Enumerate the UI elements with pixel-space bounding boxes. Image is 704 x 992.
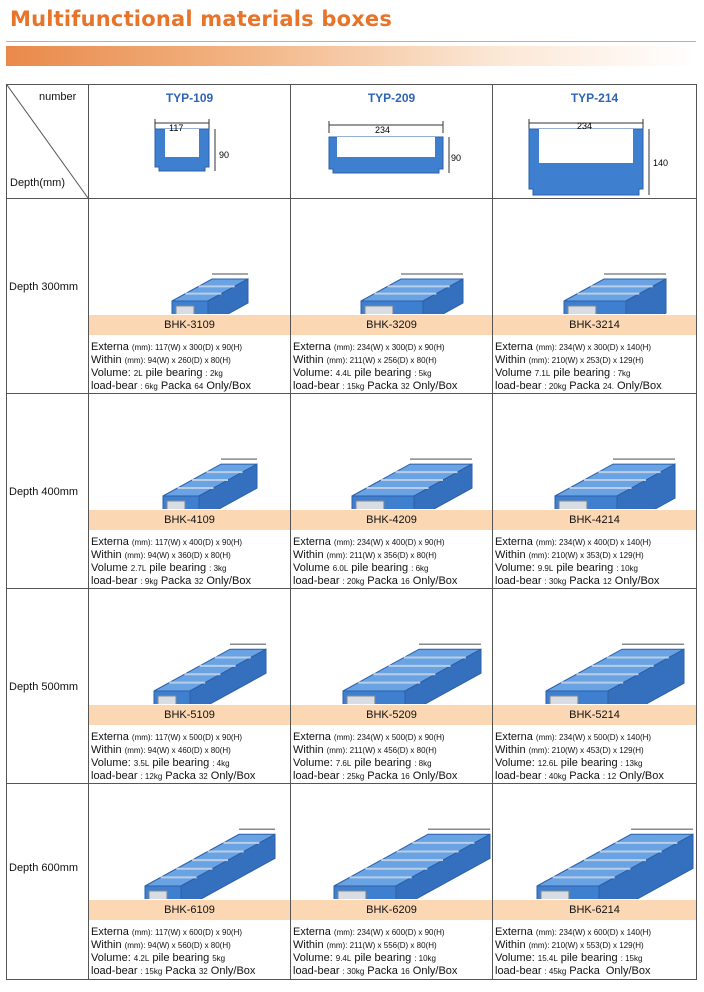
spec-pack: 16: [400, 577, 410, 586]
spec-line: [91, 536, 254, 549]
product-table: [6, 84, 697, 980]
spec-within-label: Within: [495, 744, 526, 756]
depth-cell: [7, 394, 89, 589]
model-number-band: BHK-5109: [89, 705, 290, 725]
product-cell: [89, 394, 291, 589]
spec-line: [91, 757, 258, 770]
spec-pile: : 8kg: [414, 759, 432, 768]
spec-line: [293, 341, 460, 354]
spec-ext: (mm): 234(W) x 500(D) x 140(H): [535, 733, 652, 742]
spec-vol-label: Volume:: [495, 952, 535, 964]
spec-line: [91, 380, 254, 393]
spec-load-label: load-bear: [293, 965, 340, 977]
spec-ext-label: Externa: [91, 731, 129, 743]
bin-photo: [89, 199, 291, 314]
width-dimension: 117: [169, 123, 184, 133]
spec-within: (mm): 94(W) x 260(D) x 80(H): [124, 356, 231, 365]
spec-only-label: Only/Box: [412, 575, 458, 587]
spec-only-label: Only/Box: [605, 965, 651, 977]
spec-line: [495, 757, 667, 770]
spec-line: [293, 744, 460, 757]
spec-pile: : 15kg: [620, 954, 643, 963]
spec-pack-label: Packa: [569, 770, 600, 782]
model-number-band: BHK-3109: [89, 315, 290, 335]
spec-within: (mm): 210(W) x 453(D) x 129(H): [528, 746, 644, 755]
spec-pile: : 10kg: [414, 954, 436, 963]
product-cell: [89, 784, 291, 980]
spec-load: : 30kg: [342, 967, 365, 976]
spec-line: [293, 562, 460, 575]
spec-pile-label: pile bearing: [354, 367, 412, 379]
spec-ext-label: Externa: [495, 926, 533, 938]
spec-line: [293, 965, 460, 978]
spec-vol-label: Volume: [495, 367, 532, 379]
spec-only-label: Only/Box: [206, 575, 251, 587]
spec-pack: : 12: [602, 772, 617, 781]
spec-line: [495, 939, 654, 952]
spec-load-label: load-bear: [293, 380, 340, 392]
spec-within-label: Within: [495, 354, 526, 366]
spec-pile-label: pile bearing: [354, 757, 412, 769]
model-number-band: BHK-6214: [493, 900, 696, 920]
model-number-band: BHK-5209: [291, 705, 492, 725]
profile-drawing: [291, 109, 493, 199]
spec-vol: 4.4L: [335, 369, 352, 378]
depth-label: Depth 600mm: [9, 862, 79, 874]
profile-drawing: [493, 109, 697, 199]
spec-block: [91, 536, 254, 588]
spec-pack-label: Packa: [367, 965, 398, 977]
profile-drawing: [89, 109, 291, 199]
product-cell: [89, 589, 291, 784]
spec-line: [293, 380, 460, 393]
spec-line: [91, 965, 258, 978]
spec-vol-label: Volume:: [293, 367, 333, 379]
model-number-band: BHK-4214: [493, 510, 696, 530]
spec-ext: (mm): 234(W) x 500(D) x 90(H): [333, 733, 445, 742]
spec-line: [293, 354, 460, 367]
spec-ext: (mm): 117(W) x 300(D) x 90(H): [131, 343, 243, 352]
bin-photo: [493, 589, 697, 704]
spec-pile: : 10kg: [616, 564, 638, 573]
spec-only-label: Only/Box: [412, 965, 458, 977]
depth-label: Depth 500mm: [9, 681, 79, 693]
spec-pack: 16: [400, 967, 410, 976]
product-cell: [291, 589, 493, 784]
spec-line: [91, 341, 254, 354]
spec-vol-label: Volume: [91, 562, 128, 574]
spec-block: [293, 731, 460, 783]
spec-block: [293, 536, 460, 588]
width-dimension: 234: [375, 125, 391, 135]
spec-block: [293, 926, 460, 978]
spec-within: (mm): 94(W) x 360(D) x 80(H): [124, 551, 231, 560]
spec-pack: 32: [194, 577, 204, 586]
spec-load-label: load-bear: [495, 965, 542, 977]
spec-pack-label: Packa: [165, 770, 196, 782]
spec-load: : 12kg: [140, 772, 163, 781]
spec-vol: 9.4L: [335, 954, 352, 963]
spec-line: [293, 952, 460, 965]
spec-vol: 7.6L: [335, 759, 352, 768]
spec-load: : 15kg: [140, 967, 163, 976]
spec-line: [91, 575, 254, 588]
spec-line: [495, 380, 665, 393]
spec-line: [495, 549, 662, 562]
product-cell: [493, 784, 697, 980]
spec-ext: (mm): 117(W) x 600(D) x 90(H): [131, 928, 243, 937]
type-header-cell: [89, 85, 291, 199]
spec-vol: 7.1L: [534, 369, 551, 378]
spec-vol: 9.9L: [537, 564, 554, 573]
depth-label: Depth 300mm: [9, 281, 79, 293]
spec-line: [495, 926, 654, 939]
spec-pack-label: Packa: [569, 965, 600, 977]
model-number-band: BHK-4209: [291, 510, 492, 530]
model-number-band: BHK-3214: [493, 315, 696, 335]
bin-photo: [493, 784, 697, 899]
spec-within-label: Within: [293, 549, 324, 561]
spec-pile: : 3kg: [209, 564, 227, 573]
spec-only-label: Only/Box: [412, 380, 458, 392]
spec-ext-label: Externa: [293, 731, 331, 743]
spec-pack: 64: [194, 382, 204, 391]
spec-line: [495, 731, 667, 744]
spec-line: [495, 536, 662, 549]
type-header-cell: [493, 85, 697, 199]
spec-only-label: Only/Box: [619, 770, 664, 782]
spec-load-label: load-bear: [293, 770, 340, 782]
spec-line: [293, 770, 460, 783]
depth-label: Depth 400mm: [9, 486, 79, 498]
spec-pile-label: pile bearing: [354, 952, 412, 964]
product-cell: [89, 199, 291, 394]
spec-only-label: Only/Box: [206, 380, 251, 392]
spec-line: [91, 744, 258, 757]
bin-photo: [291, 199, 493, 314]
spec-load: : 25kg: [342, 772, 365, 781]
bin-photo: [291, 394, 493, 509]
depth-cell: [7, 784, 89, 980]
spec-ext: (mm): 117(W) x 500(D) x 90(H): [131, 733, 243, 742]
spec-line: [495, 562, 662, 575]
spec-ext: (mm): 234(W) x 300(D) x 90(H): [333, 343, 445, 352]
spec-line: [91, 939, 258, 952]
spec-vol: 4.2L: [133, 954, 150, 963]
spec-load-label: load-bear: [91, 965, 138, 977]
spec-within: (mm): 210(W) x 553(D) x 129(H): [528, 941, 644, 950]
depth-header-label: Depth(mm): [10, 177, 66, 189]
spec-only-label: Only/Box: [616, 380, 662, 392]
spec-pile-label: pile bearing: [351, 562, 409, 574]
spec-within: (mm): 211(W) x 556(D) x 80(H): [326, 941, 437, 950]
spec-line: [495, 341, 665, 354]
width-dimension: 234: [577, 121, 593, 131]
spec-load-label: load-bear: [91, 770, 138, 782]
spec-vol-label: Volume:: [91, 367, 131, 379]
depth-cell: [7, 199, 89, 394]
spec-pile: : 4kg: [212, 759, 230, 768]
spec-within: (mm): 210(W) x 253(D) x 129(H): [528, 356, 644, 365]
spec-within: (mm): 210(W) x 353(D) x 129(H): [528, 551, 644, 560]
bin-photo: [291, 589, 493, 704]
spec-vol-label: Volume:: [293, 757, 333, 769]
type-label: TYP-209: [367, 91, 416, 105]
depth-cell: [7, 589, 89, 784]
spec-within-label: Within: [293, 354, 324, 366]
spec-load-label: load-bear: [495, 770, 542, 782]
spec-pack-label: Packa: [367, 770, 398, 782]
number-header-label: number: [39, 91, 77, 103]
spec-within-label: Within: [91, 744, 122, 756]
spec-ext-label: Externa: [495, 341, 533, 353]
spec-line: [495, 744, 667, 757]
spec-block: [91, 341, 254, 393]
product-cell: [493, 589, 697, 784]
height-dimension: 140: [653, 158, 669, 168]
spec-block: [293, 341, 460, 393]
spec-pack: 32: [400, 382, 410, 391]
bin-photo: [291, 784, 493, 899]
spec-line: [293, 757, 460, 770]
product-cell: [291, 199, 493, 394]
spec-line: [495, 952, 654, 965]
spec-pile-label: pile bearing: [152, 952, 210, 964]
spec-ext-label: Externa: [91, 926, 129, 938]
spec-line: [91, 731, 258, 744]
spec-load: : 6kg: [140, 382, 158, 391]
spec-within: (mm): 211(W) x 456(D) x 80(H): [326, 746, 437, 755]
spec-line: [293, 926, 460, 939]
spec-within-label: Within: [293, 939, 324, 951]
spec-pack: 32: [198, 967, 208, 976]
model-number-band: BHK-4109: [89, 510, 290, 530]
spec-line: [91, 549, 254, 562]
spec-load-label: load-bear: [91, 575, 138, 587]
bin-photo: [89, 784, 291, 899]
product-cell: [291, 394, 493, 589]
spec-pile: : 13kg: [620, 759, 643, 768]
bin-photo: [89, 589, 291, 704]
spec-pack-label: Packa: [569, 380, 600, 392]
spec-within-label: Within: [495, 939, 526, 951]
spec-line: [293, 549, 460, 562]
height-dimension: 90: [451, 153, 462, 163]
spec-ext: (mm): 117(W) x 400(D) x 90(H): [131, 538, 243, 547]
spec-pile: 5kg: [212, 954, 226, 963]
spec-line: [495, 575, 662, 588]
spec-vol: 2.7L: [130, 564, 147, 573]
spec-load: : 15kg: [342, 382, 365, 391]
spec-within-label: Within: [91, 549, 122, 561]
spec-line: [293, 536, 460, 549]
spec-ext: (mm): 234(W) x 300(D) x 140(H): [535, 343, 652, 352]
spec-vol: 15.4L: [537, 954, 558, 963]
spec-vol: 6.0L: [332, 564, 349, 573]
spec-load: : 9kg: [140, 577, 158, 586]
bin-photo: [89, 394, 291, 509]
spec-line: [495, 354, 665, 367]
spec-pile: : 6kg: [411, 564, 429, 573]
bin-photo: [493, 199, 697, 314]
spec-line: [495, 770, 667, 783]
spec-ext-label: Externa: [293, 536, 331, 548]
spec-vol-label: Volume:: [91, 757, 131, 769]
spec-pile-label: pile bearing: [152, 757, 210, 769]
product-cell: [291, 784, 493, 980]
model-number-band: BHK-3209: [291, 315, 492, 335]
spec-line: [495, 367, 665, 380]
spec-line: [293, 367, 460, 380]
spec-vol: 12.6L: [537, 759, 558, 768]
spec-vol-label: Volume:: [91, 952, 131, 964]
model-number-band: BHK-6209: [291, 900, 492, 920]
spec-within-label: Within: [91, 939, 122, 951]
height-dimension: 90: [219, 150, 230, 160]
spec-ext-label: Externa: [495, 731, 533, 743]
spec-pile-label: pile bearing: [560, 952, 618, 964]
spec-pile-label: pile bearing: [560, 757, 618, 769]
spec-vol: 3.5L: [133, 759, 150, 768]
spec-pack: 16: [400, 772, 410, 781]
spec-pack-label: Packa: [165, 965, 196, 977]
spec-block: [495, 341, 665, 393]
spec-only-label: Only/Box: [210, 770, 256, 782]
spec-within: (mm): 211(W) x 256(D) x 80(H): [326, 356, 437, 365]
spec-pile-label: pile bearing: [553, 367, 611, 379]
spec-load-label: load-bear: [495, 380, 542, 392]
spec-line: [91, 952, 258, 965]
title-rule: [6, 41, 696, 42]
spec-pile: : 7kg: [613, 369, 631, 378]
spec-vol-label: Volume: [293, 562, 330, 574]
spec-ext: (mm): 234(W) x 600(D) x 90(H): [333, 928, 445, 937]
spec-within: (mm): 211(W) x 356(D) x 80(H): [326, 551, 437, 560]
spec-vol: 2L: [133, 369, 143, 378]
spec-line: [293, 731, 460, 744]
spec-ext-label: Externa: [91, 536, 129, 548]
spec-ext: (mm): 234(W) x 600(D) x 140(H): [535, 928, 652, 937]
spec-block: [495, 926, 654, 978]
spec-within: (mm): 94(W) x 560(D) x 80(H): [124, 941, 231, 950]
type-label: TYP-214: [570, 91, 619, 105]
spec-pile: : 2kg: [205, 369, 223, 378]
spec-load-label: load-bear: [495, 575, 542, 587]
spec-within-label: Within: [293, 744, 324, 756]
spec-only-label: Only/Box: [614, 575, 660, 587]
spec-line: [495, 965, 654, 978]
spec-pile-label: pile bearing: [556, 562, 614, 574]
product-cell: [493, 199, 697, 394]
spec-ext: (mm): 234(W) x 400(D) x 140(H): [535, 538, 652, 547]
model-number-band: BHK-6109: [89, 900, 290, 920]
spec-line: [91, 926, 258, 939]
spec-only-label: Only/Box: [412, 770, 458, 782]
spec-vol-label: Volume:: [495, 562, 535, 574]
type-header-cell: [291, 85, 493, 199]
spec-within-label: Within: [91, 354, 122, 366]
spec-within-label: Within: [495, 549, 526, 561]
spec-load-label: load-bear: [293, 575, 340, 587]
spec-ext-label: Externa: [293, 341, 331, 353]
spec-block: [495, 536, 662, 588]
spec-line: [91, 354, 254, 367]
spec-pile-label: pile bearing: [145, 367, 203, 379]
spec-ext-label: Externa: [91, 341, 129, 353]
spec-load: : 30kg: [544, 577, 567, 586]
spec-only-label: Only/Box: [210, 965, 256, 977]
spec-load: : 20kg: [342, 577, 365, 586]
spec-pack-label: Packa: [367, 575, 398, 587]
spec-ext-label: Externa: [495, 536, 533, 548]
spec-pile-label: pile bearing: [149, 562, 207, 574]
spec-pack-label: Packa: [160, 575, 192, 587]
page-title: Multifunctional materials boxes: [10, 7, 393, 31]
spec-ext: (mm): 234(W) x 400(D) x 90(H): [333, 538, 445, 547]
spec-line: [91, 770, 258, 783]
model-number-band: BHK-5214: [493, 705, 696, 725]
spec-pack: 24.: [602, 382, 614, 391]
spec-block: [91, 731, 258, 783]
spec-pack-label: Packa: [569, 575, 600, 587]
spec-pack: 12: [602, 577, 612, 586]
spec-block: [495, 731, 667, 783]
spec-within: (mm): 94(W) x 460(D) x 80(H): [124, 746, 231, 755]
spec-vol-label: Volume:: [293, 952, 333, 964]
spec-line: [91, 367, 254, 380]
spec-line: [91, 562, 254, 575]
spec-pack: 32: [198, 772, 208, 781]
spec-load: : 45kg: [544, 967, 567, 976]
spec-line: [293, 575, 460, 588]
product-cell: [493, 394, 697, 589]
spec-pack-label: Packa: [160, 380, 192, 392]
bin-photo: [493, 394, 697, 509]
spec-block: [91, 926, 258, 978]
spec-pile: : 5kg: [414, 369, 432, 378]
spec-load-label: load-bear: [91, 380, 138, 392]
title-band: [6, 46, 696, 66]
spec-pack-label: Packa: [367, 380, 398, 392]
header-corner-cell: [7, 85, 89, 199]
type-label: TYP-109: [165, 91, 214, 105]
spec-line: [293, 939, 460, 952]
spec-ext-label: Externa: [293, 926, 331, 938]
spec-vol-label: Volume:: [495, 757, 535, 769]
spec-load: : 20kg: [544, 382, 567, 391]
spec-load: : 40kg: [544, 772, 567, 781]
